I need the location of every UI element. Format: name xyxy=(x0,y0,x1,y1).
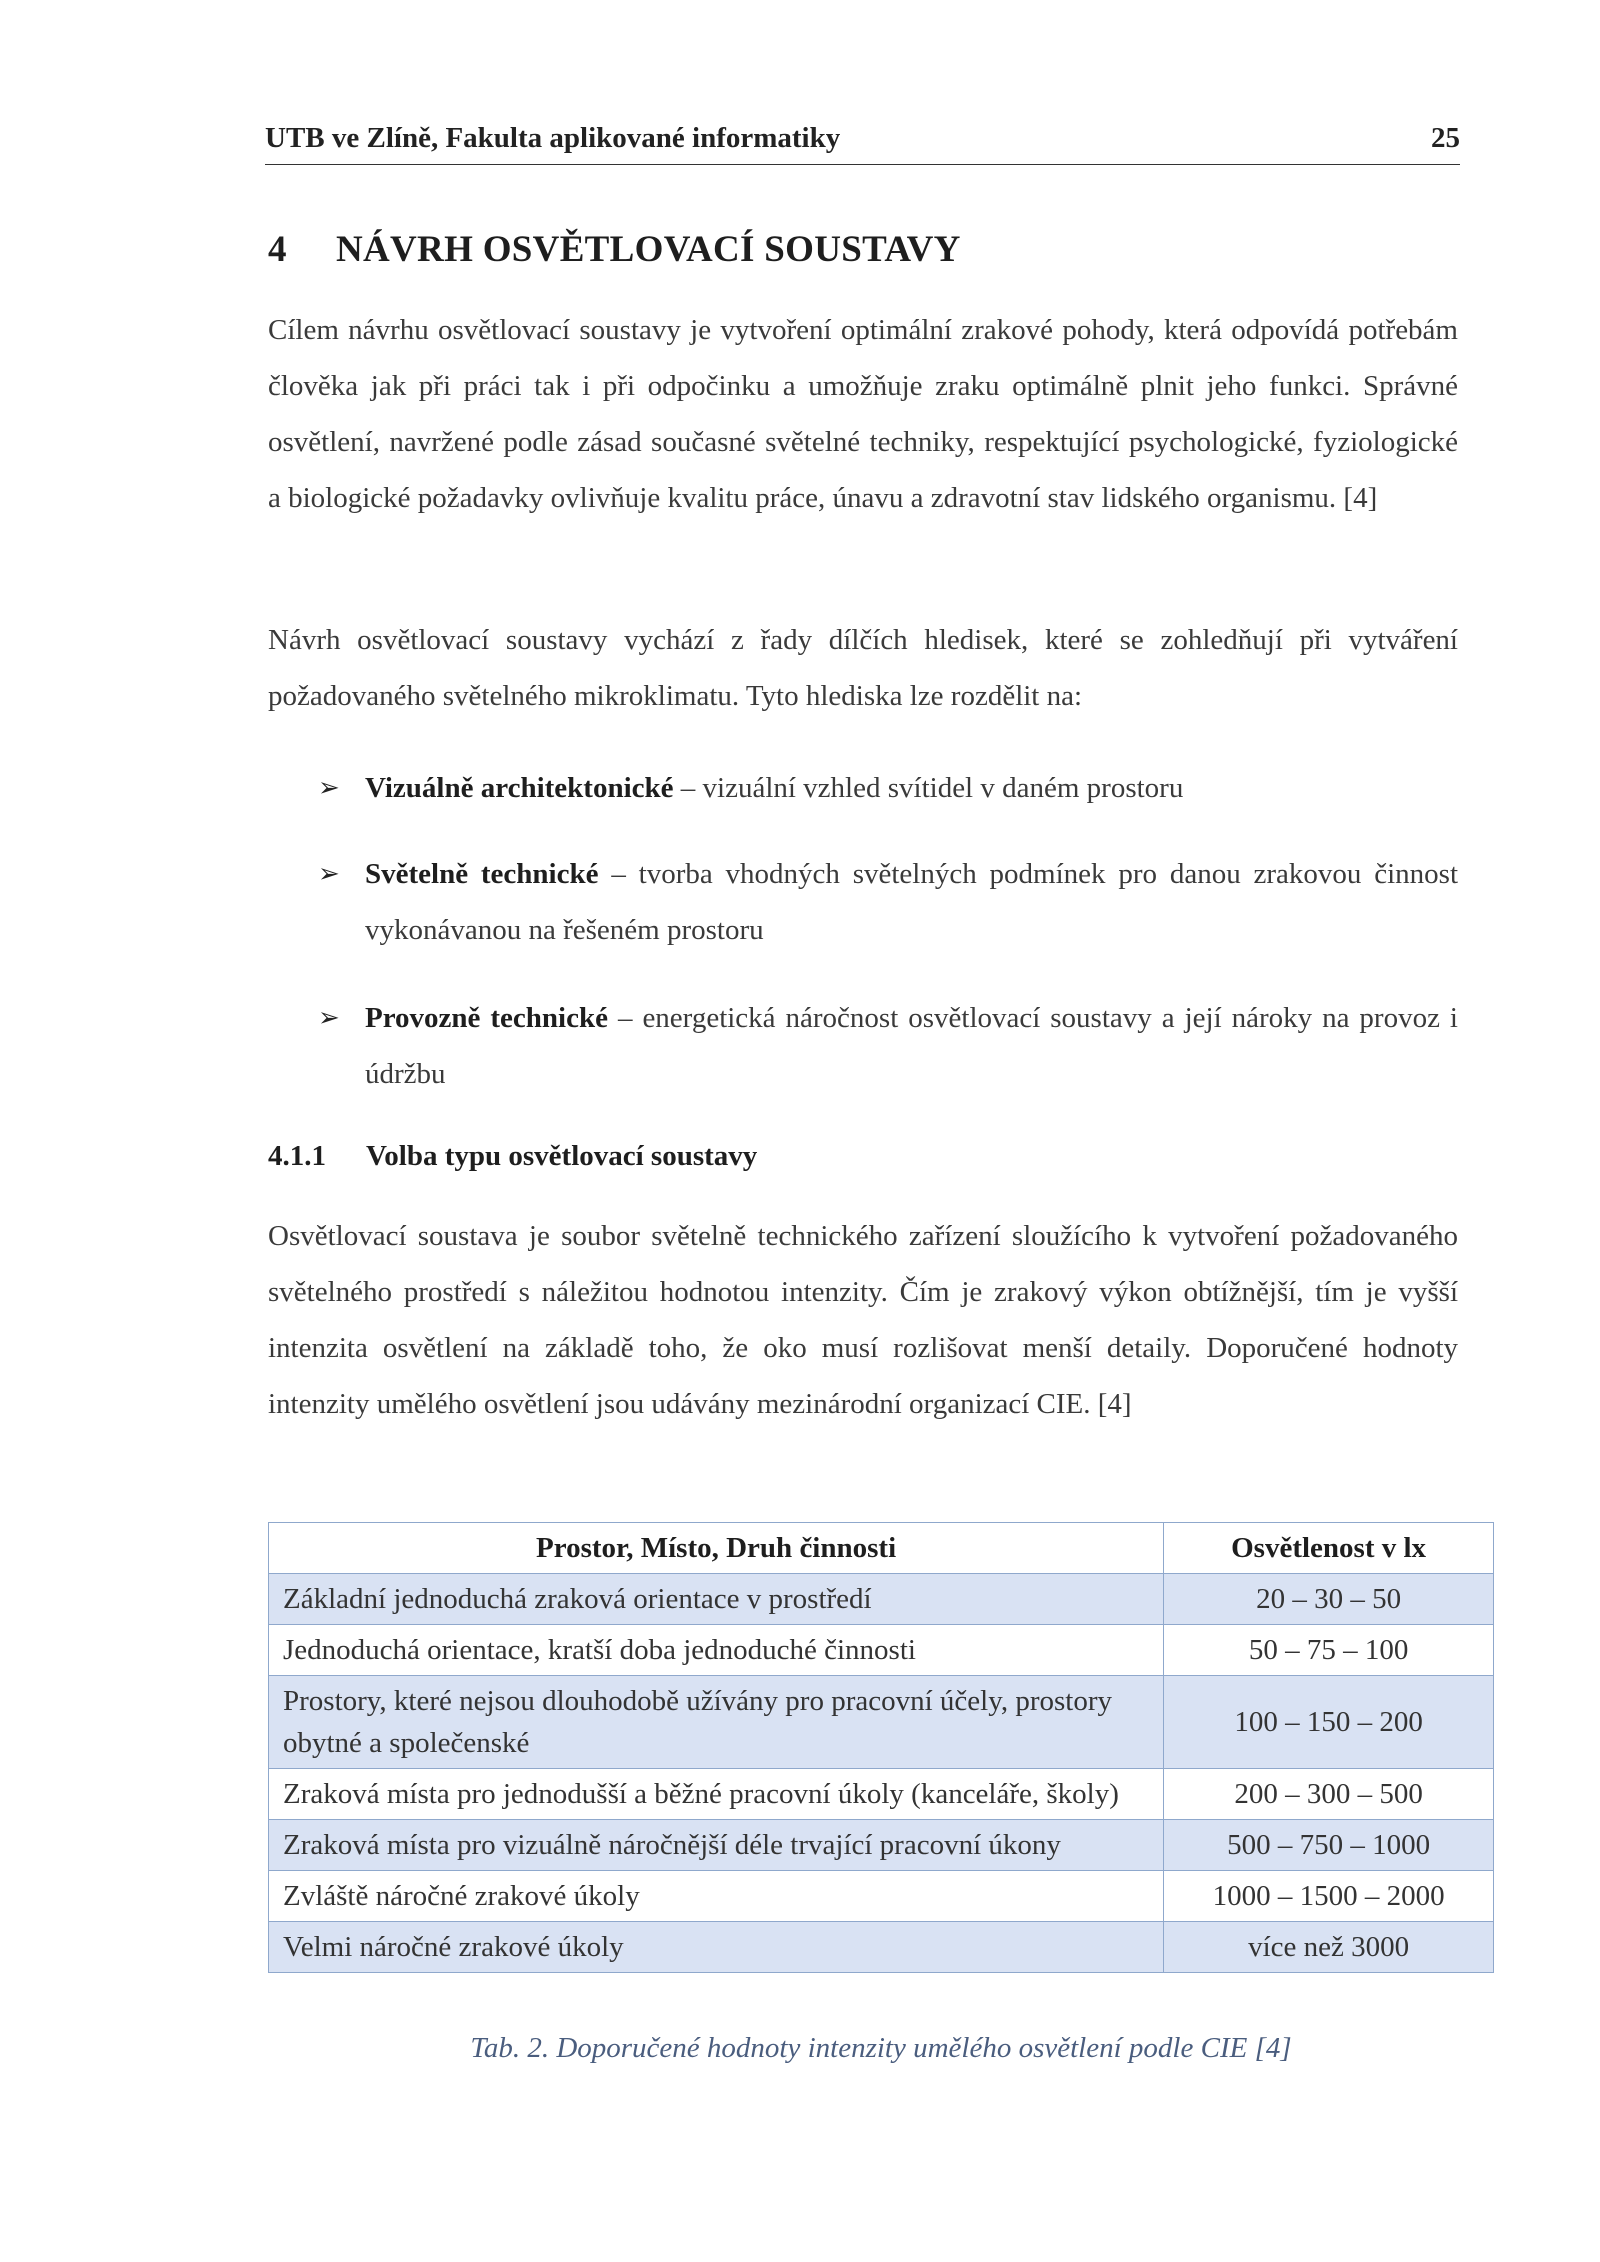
table-cell-illuminance: 500 – 750 – 1000 xyxy=(1164,1820,1494,1871)
table-cell-illuminance: 20 – 30 – 50 xyxy=(1164,1574,1494,1625)
chapter-title: NÁVRH OSVĚTLOVACÍ SOUSTAVY xyxy=(336,229,961,270)
table-cell-illuminance: 1000 – 1500 – 2000 xyxy=(1164,1871,1494,1922)
table-row xyxy=(269,1820,1494,1871)
arrow-bullet-icon: ➢ xyxy=(318,1003,340,1032)
table-cell-activity: Jednoduchá orientace, kratší doba jednoduché činnosti xyxy=(269,1625,1164,1676)
table-row xyxy=(269,1676,1494,1769)
bullet-text: – vizuální vzhled svítidel v daném prostoru xyxy=(673,772,1184,804)
table-cell-activity: Velmi náročné zrakové úkoly xyxy=(269,1922,1164,1973)
table-cell-illuminance: 50 – 75 – 100 xyxy=(1164,1625,1494,1676)
table-row xyxy=(269,1922,1494,1973)
table-cell-illuminance: 100 – 150 – 200 xyxy=(1164,1676,1494,1769)
chapter-number: 4 xyxy=(268,229,287,270)
list-item xyxy=(318,846,1458,958)
table-cell-activity: Zraková místa pro jednodušší a běžné pracovní úkoly (kanceláře, školy) xyxy=(269,1769,1164,1820)
subsection-heading xyxy=(268,1140,757,1173)
table-cell-activity: Zraková místa pro vizuálně náročnější déle trvající pracovní úkony xyxy=(269,1820,1164,1871)
table-cell-activity: Základní jednoduchá zraková orientace v prostředí xyxy=(269,1574,1164,1625)
table-header-row xyxy=(269,1523,1494,1574)
bullet-term: Vizuálně architektonické xyxy=(365,772,674,804)
table-cell-activity: Prostory, které nejsou dlouhodobě užívány pro pracovní účely, prostory obytné a společenské xyxy=(269,1676,1164,1769)
table-cell-activity: Zvláště náročné zrakové úkoly xyxy=(269,1871,1164,1922)
column-header-activity: Prostor, Místo, Druh činnosti xyxy=(269,1523,1164,1574)
bullet-text: – energetická náročnost osvětlovací soustavy a její nároky na provoz i údržbu xyxy=(365,1002,1458,1090)
subsection-title: Volba typu osvětlovací soustavy xyxy=(366,1140,758,1172)
arrow-bullet-icon: ➢ xyxy=(318,859,340,888)
bullet-term: Světelně technické xyxy=(365,858,599,890)
table-row xyxy=(269,1574,1494,1625)
table-caption: Tab. 2. Doporučené hodnoty intenzity umělého osvětlení podle CIE [4] xyxy=(470,2032,1292,2064)
arrow-bullet-icon: ➢ xyxy=(318,773,340,802)
list-item xyxy=(318,760,1458,816)
table-row xyxy=(269,1769,1494,1820)
column-header-illuminance: Osvětlenost v lx xyxy=(1164,1523,1494,1574)
table-row xyxy=(269,1625,1494,1676)
bullet-text: – tvorba vhodných světelných podmínek pro danou zrakovou činnost vykonávanou na řešeném prostoru xyxy=(365,858,1458,946)
table-row xyxy=(269,1871,1494,1922)
illuminance-table xyxy=(268,1522,1494,1973)
chapter-heading xyxy=(268,228,961,271)
aspects-paragraph: Návrh osvětlovací soustavy vychází z řady dílčích hledisek, které se zohledňují při vytváření požadovaného světelného mikroklimatu. Tyto hlediska lze rozdělit na: xyxy=(268,624,1458,712)
page-header xyxy=(265,118,1460,165)
page-number: 25 xyxy=(1431,122,1460,154)
intro-paragraph: Cílem návrhu osvětlovací soustavy je vytvoření optimální zrakové pohody, která odpovídá potřebám člověka jak při práci tak i při odpočinku a umožňuje zraku optimálně plnit jeho funkci. Správné osvětlení, navržené podle zásad současné světelné techniky, respektující psychologické, fyziologické a biologické požadavky ovlivňuje kvalitu práce, únavu a zdravotní stav lidského organismu. [4] xyxy=(268,314,1458,514)
list-item xyxy=(318,990,1458,1102)
table-cell-illuminance: 200 – 300 – 500 xyxy=(1164,1769,1494,1820)
bullet-term: Provozně technické xyxy=(365,1002,608,1034)
table-cell-illuminance: více než 3000 xyxy=(1164,1922,1494,1973)
subsection-number: 4.1.1 xyxy=(268,1140,326,1172)
header-title: UTB ve Zlíně, Fakulta aplikované informatiky xyxy=(265,122,841,154)
subsection-paragraph: Osvětlovací soustava je soubor světelně technického zařízení sloužícího k vytvoření požadovaného světelného prostředí s náležitou hodnotou intenzity. Čím je zrakový výkon obtížnější, tím je vyšší intenzita osvětlení na základě toho, že oko musí rozlišovat menší detaily. Doporučené hodnoty intenzity umělého osvětlení jsou udávány mezinárodní organizací CIE. [4] xyxy=(268,1220,1458,1420)
